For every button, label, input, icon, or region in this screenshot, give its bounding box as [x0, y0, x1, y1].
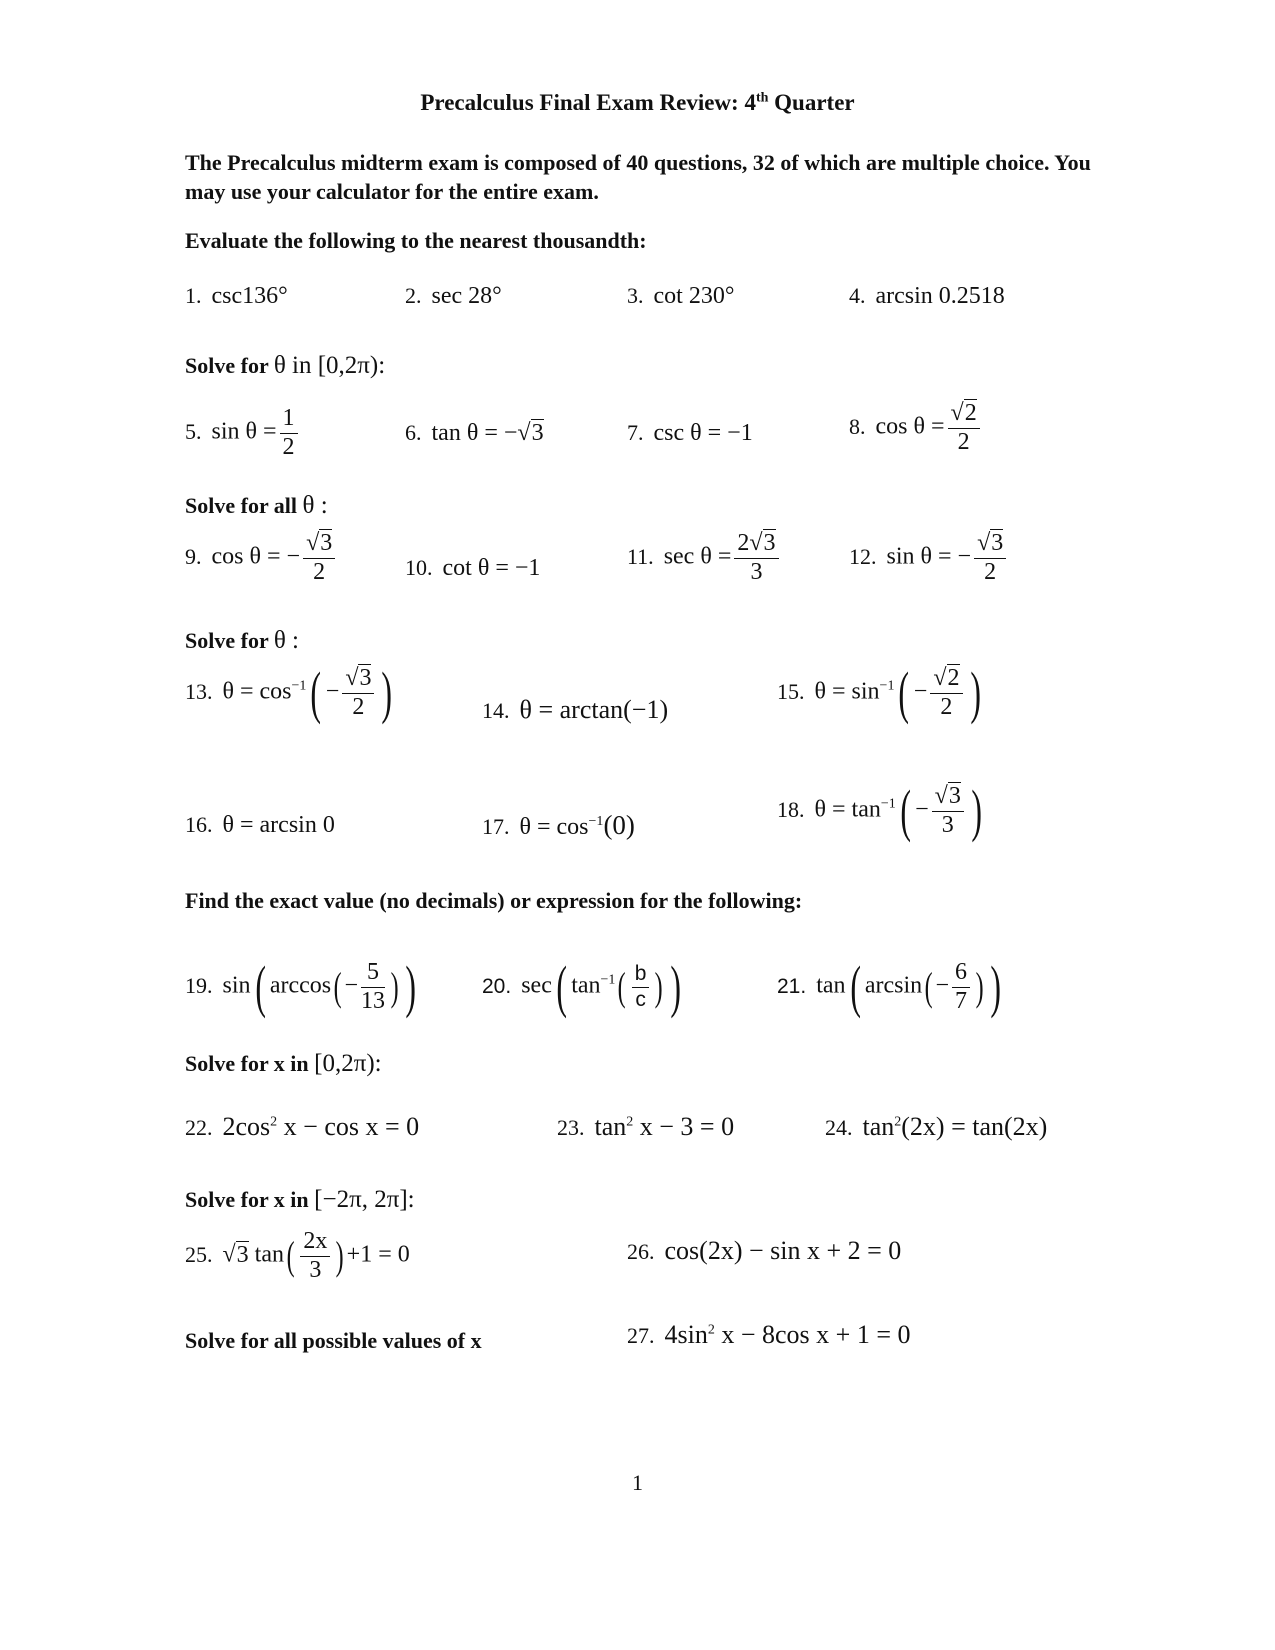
problem-3: 3. cot 230°	[627, 283, 735, 309]
problem-21: 21. tan( arcsin( − $\frac{6}{7}$ ) )	[777, 954, 1002, 1019]
problem-11: 11. sec θ = $\frac{2√3}{3}$	[627, 530, 782, 586]
section-heading-evaluate: Evaluate the following to the nearest thousandth:	[185, 228, 647, 253]
section-heading-solve-x-interval: Solve for x in [0,2π):	[185, 1050, 382, 1077]
problem-22: 22. $2\cos^2$ x − cos x = 0	[185, 1112, 420, 1141]
intro-paragraph: The Precalculus midterm exam is composed of 40 questions, 32 of which are multiple choice. You may use your calculator for the entire exam.	[185, 150, 1091, 204]
section-heading-solve-interval: Solve for θ in [0,2π):	[185, 352, 386, 379]
problem-12: 12. sin θ = − $\frac{√3}{2}$	[849, 530, 1009, 586]
page-number: 1	[632, 1470, 643, 1495]
problem-18: 18. $\theta = \tan^{-1}$( − $\frac{√3}{3}$ )	[777, 778, 982, 843]
section-heading-solve-theta: Solve for θ :	[185, 627, 299, 654]
section-heading-exact-value: Find the exact value (no decimals) or expression for the following:	[185, 888, 803, 913]
problem-13: 13. $\theta = \cos^{-1}$( − $\frac{√3}{2}$ )	[185, 660, 393, 725]
problem-9: 9. cos θ = − $\frac{√3}{2}$	[185, 530, 338, 586]
problem-10: 10. cot θ = −1	[405, 555, 541, 581]
problem-23: 23. $\tan^2 x - 3 = 0$	[557, 1112, 735, 1141]
problem-14: 14. θ = arctan(−1)	[482, 695, 669, 724]
problem-24: 24. $\tan^2(2x) = \tan(2x)$	[825, 1112, 1048, 1141]
section-heading-solve-all: Solve for all θ :	[185, 492, 328, 519]
problem-16: 16. θ = arcsin 0	[185, 812, 335, 838]
problem-25: 25. √3 tan( $\frac{2x}{3}$ ) +1 = 0	[185, 1228, 410, 1283]
problem-27: 27. $4\sin^2$ x − 8cos x + 1 = 0	[627, 1320, 911, 1349]
problem-8: 8. cos θ = $\frac{√2}{2}$	[849, 400, 983, 456]
page-title: Precalculus Final Exam Review: 4th Quarter	[420, 90, 855, 115]
section-heading-solve-all-x: Solve for all possible values of x	[185, 1328, 482, 1353]
problem-17: 17. $\theta = \cos^{-1}(0)$	[482, 810, 635, 840]
section-heading-solve-x-closed-interval: Solve for x in [−2π, 2π]:	[185, 1186, 415, 1213]
problem-5: 5. sin θ = $\frac{1}{2}$	[185, 405, 301, 461]
problem-19: 19. sin( arccos( − $\frac{5}{13}$ ) )	[185, 954, 417, 1019]
problem-6: 6. tan θ = −√3	[405, 420, 544, 446]
problem-4: 4. arcsin 0.2518	[849, 283, 1005, 309]
problem-20: 20. sec( $\tan^{-1}$( $\frac{b}{c}$ ) )	[482, 954, 681, 1019]
problem-7: 7. csc θ = −1	[627, 420, 753, 446]
problem-2: 2. sec 28°	[405, 283, 502, 309]
problem-1: 1. csc136°	[185, 283, 288, 309]
problem-15: 15. $\theta = \sin^{-1}$( − $\frac{√2}{2}$ )	[777, 660, 981, 725]
problem-26: 26. cos(2x) − sin x + 2 = 0	[627, 1236, 902, 1265]
